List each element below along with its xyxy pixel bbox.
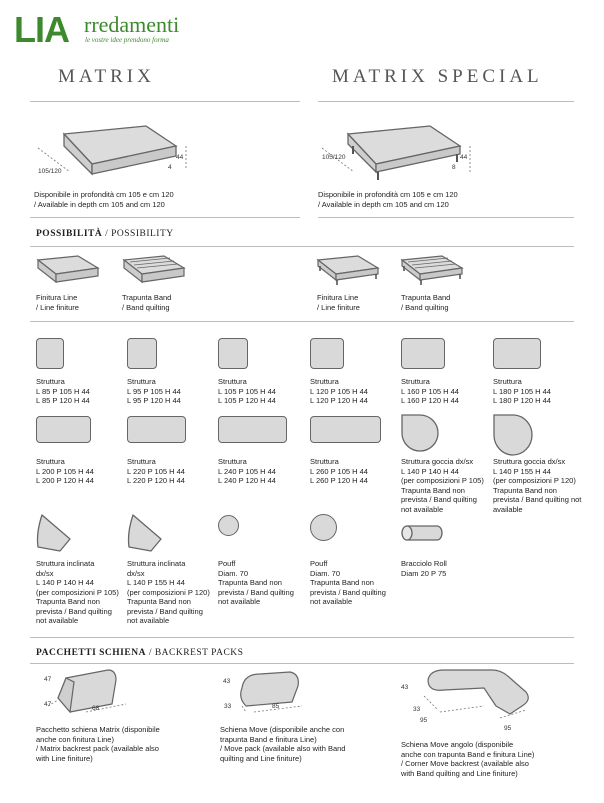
hero-rule-right <box>318 217 574 218</box>
special-line-finiture-illustration <box>314 254 384 288</box>
structure-caption: Struttura L 105 P 105 H 44 L 105 P 120 H 44 <box>218 377 276 405</box>
structure-l120-shape <box>310 338 344 369</box>
possibility-caption: Finitura Line / Line finiture <box>317 293 360 312</box>
title-rule-right <box>318 101 574 102</box>
structure-caption: Pouff Diam. 70 Trapunta Band non prevista / Band quilting not available <box>218 559 294 606</box>
structure-l85-shape <box>36 338 64 369</box>
backrest-dim: 33 <box>224 703 232 710</box>
possibility-rule <box>30 246 574 247</box>
backrest-heading <box>36 648 243 658</box>
backrest-dim: 95 <box>504 725 512 732</box>
possibility-caption: Trapunta Band / Band quilting <box>122 293 172 312</box>
backrest-caption: Pacchetto schiena Matrix (disponibile anche con finitura Line) / Matrix backrest pack (available also with Line finiture) <box>36 725 160 763</box>
structure-l240-shape <box>218 416 287 443</box>
backrest-dim: 47 <box>44 701 52 708</box>
band-quilting-illustration <box>120 254 190 288</box>
possibility-bottom-rule <box>30 321 574 322</box>
hero-matrix <box>30 120 300 215</box>
structure-l105-shape <box>218 338 248 369</box>
pouff-large-shape <box>310 514 337 541</box>
structure-l95-shape <box>127 338 157 369</box>
backrest-dim: 43 <box>401 684 409 691</box>
hero-caption: Disponibile in profondità cm 105 e cm 120 / Available in depth cm 105 and cm 120 <box>318 190 458 209</box>
base-height-label: 4 <box>168 164 172 171</box>
height-label: 44 <box>176 154 184 161</box>
structure-l220-shape <box>127 416 186 443</box>
structure-caption: Struttura L 200 P 105 H 44 L 200 P 120 H 44 <box>36 457 94 485</box>
backrest-title-en: / BACKREST PACKS <box>148 648 244 658</box>
backrest-dim: 47 <box>44 676 52 683</box>
structure-caption: Struttura L 240 P 105 H 44 L 240 P 120 H 44 <box>218 457 276 485</box>
structure-inclined-p120-shape <box>125 513 165 555</box>
roll-armrest-shape <box>399 522 445 544</box>
structure-caption: Struttura inclinata dx/sx L 140 P 155 H 44 (per composizioni P 120) Trapunta Band non prevista / Band quilting not available <box>127 559 210 625</box>
title-matrix-special: MATRIX SPECIAL <box>332 66 543 87</box>
backrest-dim: 43 <box>223 678 231 685</box>
structure-l200-shape <box>36 416 91 443</box>
possibility-caption: Finitura Line / Line finiture <box>36 293 79 312</box>
title-rule-left <box>30 101 300 102</box>
backrest-top-rule <box>30 637 574 638</box>
logo-tagline: le vostre idee prendono forma <box>85 36 169 44</box>
structure-caption: Struttura L 120 P 105 H 44 L 120 P 120 H 44 <box>310 377 368 405</box>
hero-caption: Disponibile in profondità cm 105 e cm 120 / Available in depth cm 105 and cm 120 <box>34 190 174 209</box>
hero-rule-left <box>30 217 300 218</box>
backrest-dim: 85 <box>272 703 280 710</box>
leg-height-label: 8 <box>452 164 456 171</box>
backrest-caption: Schiena Move angolo (disponibile anche con trapunta Band e finitura Line) / Corner Move backrest (available also with Band quilting and Line finiture) <box>401 740 535 778</box>
corner-move-backrest-illustration <box>414 666 554 726</box>
backrest-caption: Schiena Move (disponibile anche con trapunta Band e finitura Line) / Move pack (available also with Band quilting and Line finiture) <box>220 725 346 763</box>
structure-caption: Pouff Diam. 70 Trapunta Band non prevista / Band quilting not available <box>310 559 386 606</box>
logo-rredamenti-text: rredamenti <box>84 12 180 37</box>
structure-caption: Struttura L 180 P 105 H 44 L 180 P 120 H 44 <box>493 377 551 405</box>
structure-caption: Struttura L 220 P 105 H 44 L 220 P 120 H 44 <box>127 457 185 485</box>
structure-l180-shape <box>493 338 541 369</box>
structure-caption: Struttura L 260 P 105 H 44 L 260 P 120 H 44 <box>310 457 368 485</box>
structure-caption: Struttura inclinata dx/sx L 140 P 140 H 44 (per composizioni P 105) Trapunta Band non prevista / Band quilting not available <box>36 559 119 625</box>
backrest-rule <box>30 663 574 664</box>
structure-drop-p120-shape <box>492 413 536 457</box>
structure-caption: Struttura goccia dx/sx L 140 P 140 H 44 (per composizioni P 105) Trapunta Band non prevista / Band quilting not available <box>401 457 484 514</box>
structure-l260-shape <box>310 416 381 443</box>
height-label: 44 <box>460 154 468 161</box>
special-band-quilting-illustration <box>398 254 468 288</box>
backrest-title-it: PACCHETTI SCHIENA <box>36 648 146 658</box>
backrest-dim: 95 <box>420 717 428 724</box>
structure-caption: Struttura L 85 P 105 H 44 L 85 P 120 H 44 <box>36 377 90 405</box>
backrest-dim: 68 <box>92 705 100 712</box>
hero-matrix-special <box>314 120 584 215</box>
possibility-title-en: / POSSIBILITY <box>105 229 174 239</box>
possibility-caption: Trapunta Band / Band quilting <box>401 293 451 312</box>
backrest-dim: 33 <box>413 706 421 713</box>
move-backrest-illustration <box>226 668 326 718</box>
title-matrix: MATRIX <box>58 66 155 87</box>
depth-label: 105/120 <box>322 154 346 161</box>
brand-logo[interactable] <box>14 8 224 52</box>
pouff-small-shape <box>218 515 239 536</box>
structure-caption: Struttura L 160 P 105 H 44 L 160 P 120 H 44 <box>401 377 459 405</box>
structure-caption: Bracciolo Roll Diam 20 P 75 <box>401 559 447 578</box>
logo-lia-text: LIA <box>14 9 69 50</box>
structure-l160-shape <box>401 338 445 369</box>
structure-drop-p105-shape <box>400 413 440 453</box>
line-finiture-illustration <box>34 254 104 288</box>
structure-caption: Struttura goccia dx/sx L 140 P 155 H 44 (per composizioni P 120) Trapunta Band non prevista / Band quilting not available <box>493 457 582 514</box>
possibility-heading <box>36 229 174 239</box>
structure-caption: Struttura L 95 P 105 H 44 L 95 P 120 H 44 <box>127 377 181 405</box>
structure-inclined-p105-shape <box>34 513 74 555</box>
possibility-title-it: POSSIBILITÀ <box>36 229 103 239</box>
depth-label: 105/120 <box>38 168 62 175</box>
